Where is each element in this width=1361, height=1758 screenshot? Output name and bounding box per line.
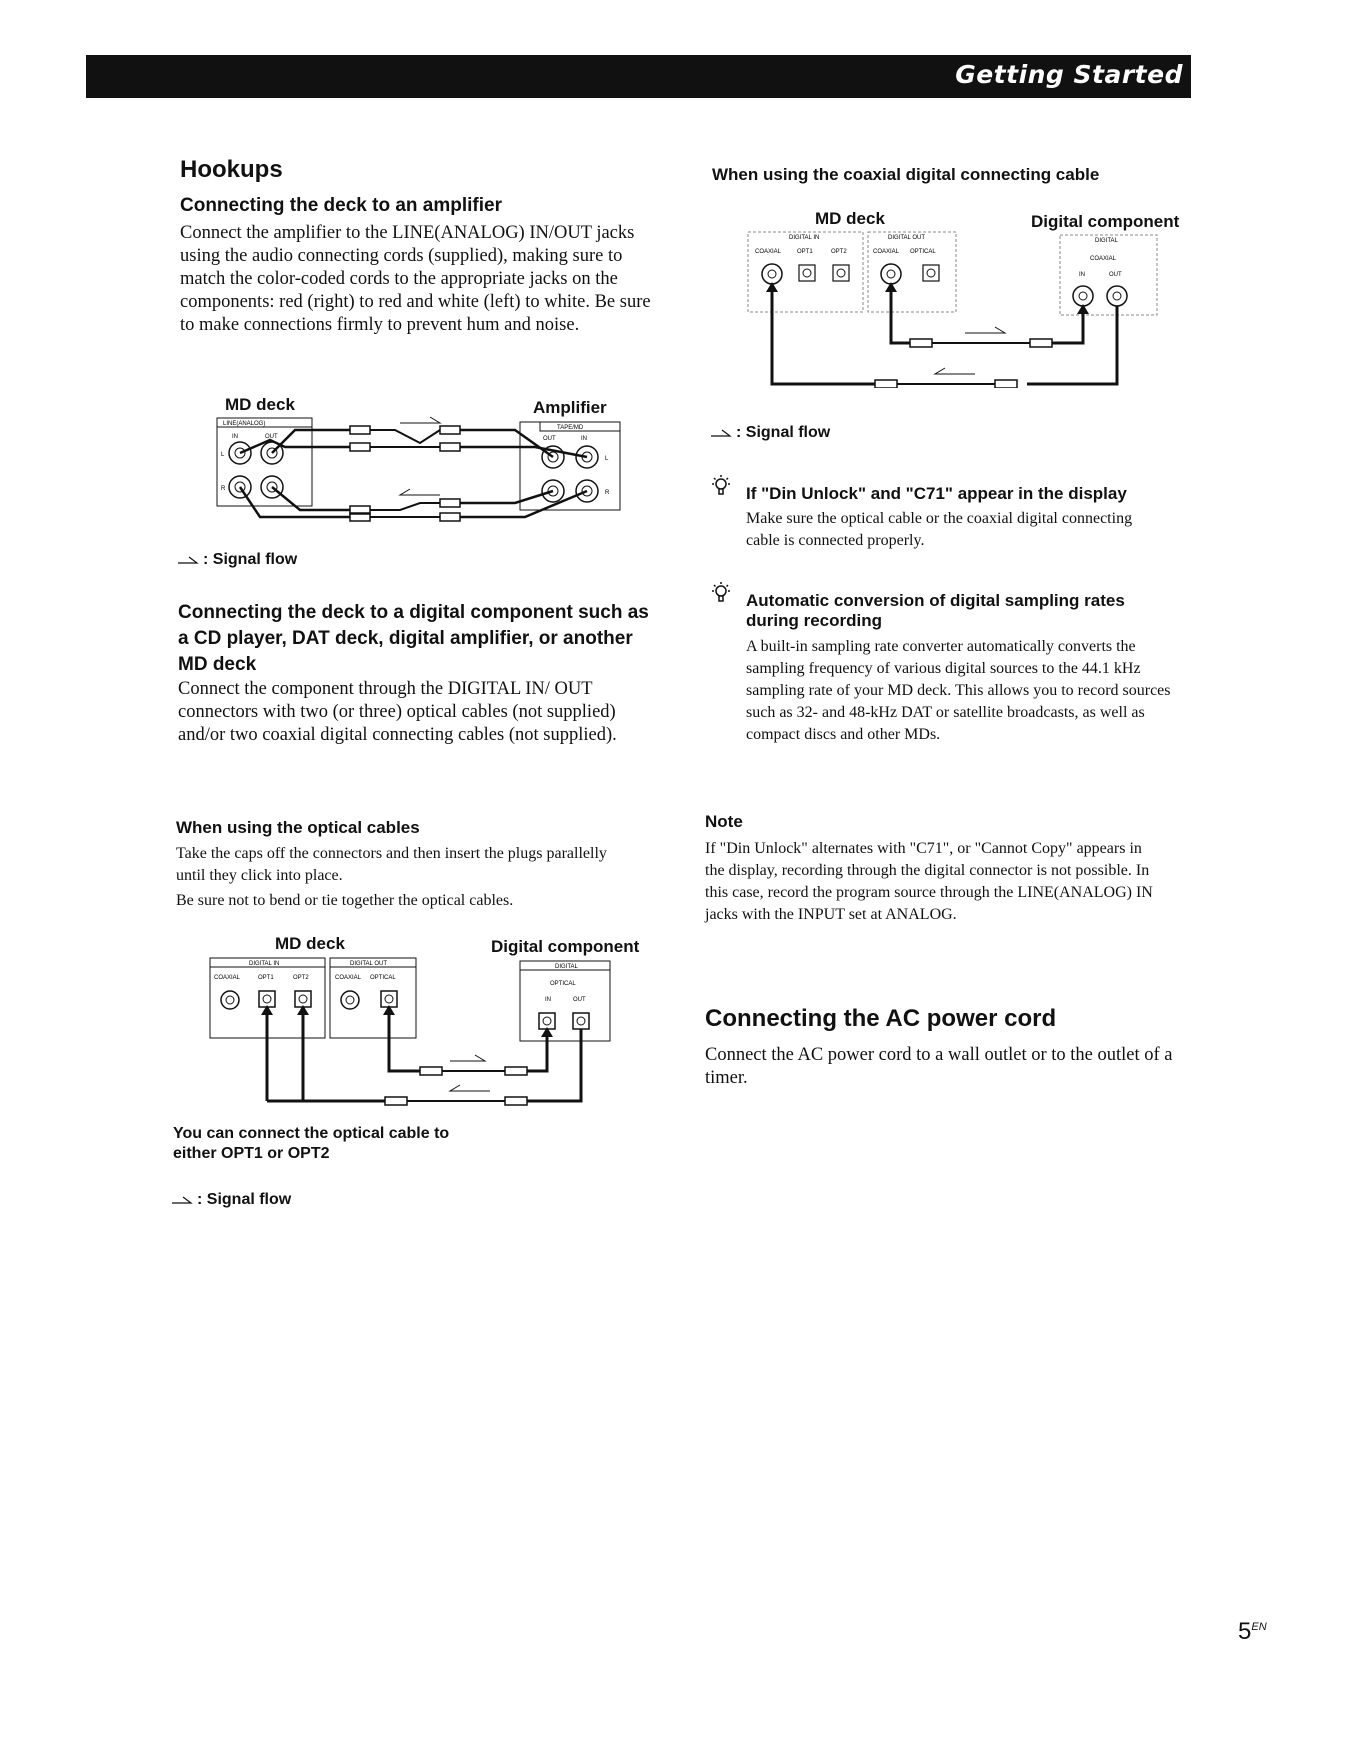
amp-diagram-out: OUT (265, 434, 278, 440)
tip2-body: A built-in sampling rate converter automatically converts the sampling frequency of various digital sources to the 44.1 kHz sampling rate of your MD deck. This allows you to record sources such as 32- and 48-kHz DAT or satellite broadcasts, as well as compact discs and other MDs. (746, 638, 1171, 743)
signal-flow-text: : Signal flow (736, 424, 831, 441)
optical-comp-in: IN (545, 997, 551, 1003)
amp-body: Connect the amplifier to the LINE(ANALOG) IN/OUT jacks using the audio connecting cords (supplied), making sure to match the color-coded cords to the appropriate jacks on the components: red (right) to red and white (left) to white. Be sure to make connections firmly to prevent hum and noise. (180, 223, 651, 335)
optical-digital: DIGITAL (555, 964, 578, 970)
optical-left-label: MD deck (275, 934, 345, 953)
tip2-heading: Automatic conversion of digital sampling rates during recording (746, 591, 1125, 630)
coaxial-diagram (745, 208, 1185, 388)
lightbulb-icon (710, 580, 732, 611)
coaxial-opt2: OPT2 (831, 249, 847, 255)
optical-coaxial-out: COAXIAL (335, 975, 362, 981)
amp-diagram-in: IN (232, 434, 238, 440)
signal-flow-legend-3 (710, 424, 830, 442)
ac-body: Connect the AC power cord to a wall outlet or to the outlet of a timer. (705, 1045, 1173, 1088)
signal-flow-text: : Signal flow (197, 1191, 292, 1208)
amp-heading: Connecting the deck to an amplifier (180, 195, 502, 216)
digital-heading: Connecting the deck to a digital component such as a CD player, DAT deck, digital amplifier, or another MD deck (178, 602, 649, 675)
optical-digital-out: DIGITAL OUT (350, 961, 388, 967)
amp-diagram (215, 395, 625, 535)
coaxial-comp-coaxial: COAXIAL (1090, 256, 1117, 262)
page-number-suffix: EN (1251, 1621, 1267, 1633)
signal-arrow-icon (710, 428, 732, 438)
page-number-value: 5 (1238, 1618, 1252, 1645)
note-heading: Note (705, 812, 743, 831)
coaxial-optical-out: OPTICAL (910, 249, 936, 255)
amp-diagram-left-label: MD deck (225, 395, 295, 414)
optical-body-1: Take the caps off the connectors and then insert the plugs parallelly until they click into place. (176, 845, 607, 884)
amp-diagram-right-label: Amplifier (533, 398, 607, 417)
optical-caption: You can connect the optical cable to either OPT1 or OPT2 (173, 1125, 450, 1162)
amp-diagram-l: L (221, 452, 225, 458)
coaxial-opt1: OPT1 (797, 249, 813, 255)
coaxial-digital-out: DIGITAL OUT (888, 235, 926, 241)
coaxial-digital: DIGITAL (1095, 238, 1118, 244)
amp-diagram-amp-l: L (605, 456, 609, 462)
optical-coaxial: COAXIAL (214, 975, 241, 981)
amp-diagram-right-panel: TAPE/MD (557, 425, 584, 431)
optical-body-2: Be sure not to bend or tie together the optical cables. (176, 892, 514, 909)
digital-body: Connect the component through the DIGITAL IN/ OUT connectors with two (or three) optical cables (not supplied) and/or two coaxial digital connecting cables (not supplied). (178, 679, 617, 745)
amp-diagram-r: R (221, 486, 226, 492)
optical-opt1: OPT1 (258, 975, 274, 981)
signal-flow-legend-1 (177, 551, 297, 569)
page-title: Hookups (180, 156, 283, 183)
optical-diagram-drawing (205, 933, 655, 1113)
tip1-body: Make sure the optical cable or the coaxial digital connecting cable is connected properly. (746, 510, 1133, 549)
coaxial-comp-out: OUT (1109, 272, 1122, 278)
coaxial-diagram-drawing (745, 208, 1185, 388)
signal-flow-text: : Signal flow (203, 551, 298, 568)
header-bar (86, 55, 1191, 98)
tip1-heading: If "Din Unlock" and "C71" appear in the display (746, 484, 1127, 503)
coaxial-coaxial: COAXIAL (755, 249, 782, 255)
amp-diagram-amp-r: R (605, 490, 610, 496)
optical-comp-optical: OPTICAL (550, 981, 576, 987)
signal-flow-legend-2 (171, 1191, 291, 1209)
optical-optical-out: OPTICAL (370, 975, 396, 981)
coaxial-heading: When using the coaxial digital connecting cable (712, 165, 1100, 184)
coaxial-comp-in: IN (1079, 272, 1085, 278)
note-body: If "Din Unlock" alternates with "C71", or "Cannot Copy" appears in the display, recording through the digital connector is not possible. In this case, record the program source through the LINE(ANALOG) IN jacks with the INPUT set at ANALOG. (705, 840, 1153, 923)
amp-diagram-amp-out: OUT (543, 436, 556, 442)
optical-digital-in: DIGITAL IN (249, 961, 280, 967)
optical-opt2: OPT2 (293, 975, 309, 981)
optical-diagram (205, 933, 655, 1113)
section-title: Getting Started (955, 60, 1183, 89)
coaxial-coaxial-out: COAXIAL (873, 249, 900, 255)
optical-heading: When using the optical cables (176, 818, 420, 837)
lightbulb-icon (710, 473, 732, 504)
signal-arrow-icon (177, 555, 199, 565)
coaxial-right-label: Digital component (1031, 212, 1180, 231)
amp-diagram-left-panel: LINE(ANALOG) (223, 421, 266, 427)
coaxial-left-label: MD deck (815, 209, 885, 228)
optical-comp-out: OUT (573, 997, 586, 1003)
page-number (1238, 1618, 1267, 1646)
signal-arrow-icon (171, 1195, 193, 1205)
ac-heading: Connecting the AC power cord (705, 1005, 1057, 1032)
amp-diagram-drawing (215, 395, 625, 535)
coaxial-digital-in: DIGITAL IN (789, 235, 820, 241)
optical-right-label: Digital component (491, 937, 640, 956)
amp-diagram-amp-in: IN (581, 436, 587, 442)
